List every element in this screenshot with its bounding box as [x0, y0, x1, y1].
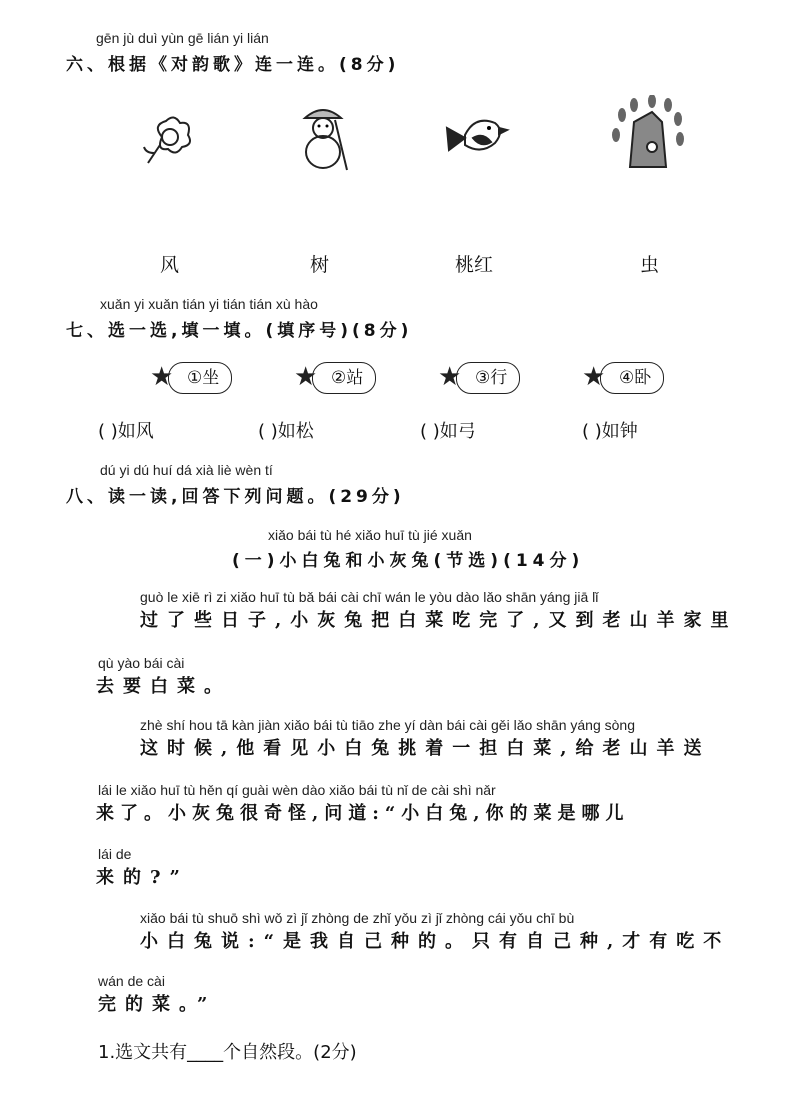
line-text: 来了。小灰兔很奇怪,问道:“小白兔,你的菜是哪儿: [96, 803, 630, 824]
tree-icon: [608, 95, 688, 170]
word-item: 虫: [640, 254, 660, 276]
bird-icon: [445, 110, 510, 160]
q8-pinyin: dú yi dú huí dá xià liè wèn tí: [100, 462, 273, 478]
option-pill: ②站: [312, 362, 376, 394]
line-pinyin: guò le xiē rì zi xiǎo huī tù bǎ bái cài chī wán le yòu dào lǎo shān yáng jiā lǐ: [140, 589, 599, 605]
q8-title: 八、读一读,回答下列问题。(29分): [66, 487, 405, 507]
option-pill: ④卧: [600, 362, 664, 394]
passage-title: (一)小白兔和小灰兔(节选)(14分): [232, 551, 585, 571]
line-text: 完的菜。”: [98, 994, 217, 1015]
snowman-icon: [295, 100, 350, 172]
line-text: 这时候,他看见小白兔挑着一担白菜,给老山羊送: [140, 738, 711, 759]
fill-blank[interactable]: ( )如钟: [582, 421, 638, 442]
line-pinyin: xiǎo bái tù shuō shì wǒ zì jǐ zhòng de zhǐ yǒu zì jǐ zhòng cái yǒu chī bù: [140, 910, 575, 926]
line-pinyin: lái le xiǎo huī tù hěn qí guài wèn dào xiǎo bái tù nǐ de cài shì nǎr: [98, 782, 496, 798]
word-item: 风: [160, 254, 180, 276]
option-pill: ①坐: [168, 362, 232, 394]
q6-title: 六、根据《对韵歌》连一连。(8分): [66, 55, 400, 75]
q6-pinyin: gēn jù duì yùn gē lián yi lián: [96, 30, 269, 46]
option-pill: ③行: [456, 362, 520, 394]
star-icon: ★: [438, 362, 462, 392]
fill-blank[interactable]: ( )如松: [258, 421, 314, 442]
line-text: 小白兔说:“是我自己种的。只有自己种,才有吃不: [140, 931, 731, 952]
line-text: 过了些日子,小灰兔把白菜吃完了,又到老山羊家里: [140, 610, 738, 631]
line-text: 来的?”: [96, 867, 189, 888]
q7-title: 七、选一选,填一填。(填序号)(8分): [66, 321, 413, 341]
line-pinyin: qù yào bái cài: [98, 655, 185, 671]
line-pinyin: wán de cài: [98, 973, 165, 989]
q7-pinyin: xuǎn yi xuǎn tián yi tián tián xù hào: [100, 296, 318, 312]
star-icon: ★: [294, 362, 318, 392]
star-icon: ★: [582, 362, 606, 392]
fill-blank[interactable]: ( )如弓: [420, 421, 476, 442]
word-item: 桃红: [455, 254, 494, 276]
line-pinyin: zhè shí hou tā kàn jiàn xiǎo bái tù tiāo zhe yí dàn bái cài gěi lǎo shān yáng sòng: [140, 717, 636, 733]
line-text: 去要白菜。: [96, 676, 231, 697]
fill-blank[interactable]: ( )如风: [98, 421, 154, 442]
flower-icon: [140, 115, 200, 170]
star-icon: ★: [150, 362, 174, 392]
word-item: 树: [310, 254, 330, 276]
question-1: 1.选文共有____个自然段。(2分): [98, 1042, 357, 1063]
line-pinyin: lái de: [98, 846, 132, 862]
passage-title-pinyin: xiǎo bái tù hé xiǎo huī tù jié xuǎn: [268, 527, 472, 543]
